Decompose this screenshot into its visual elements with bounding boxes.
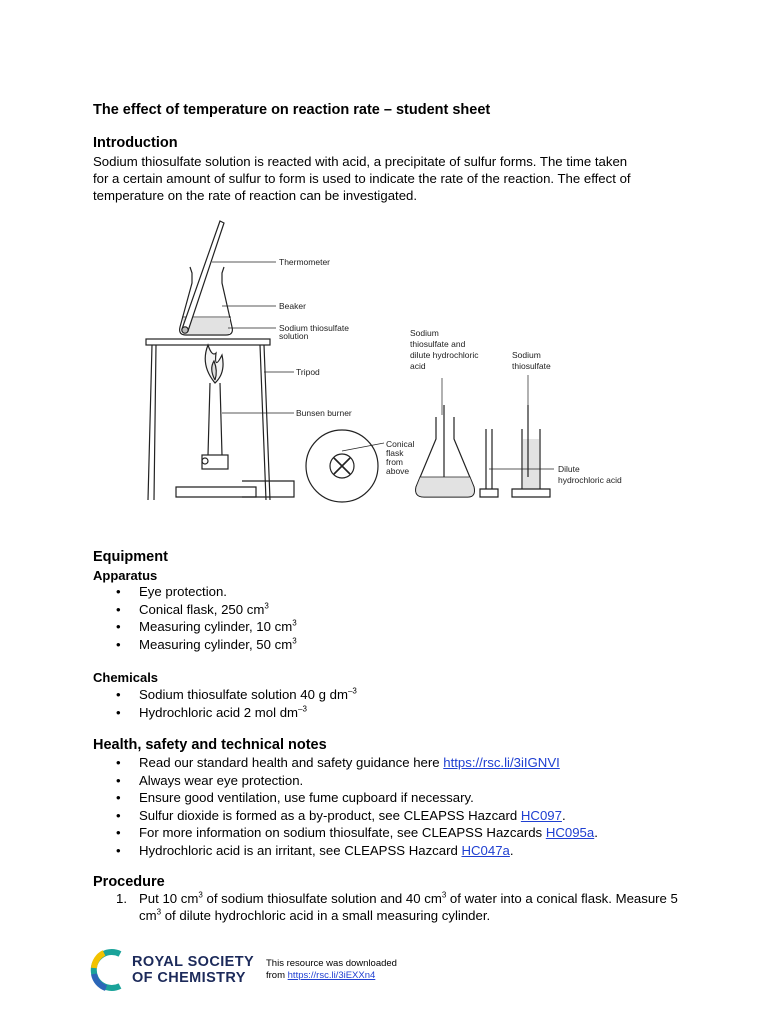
introduction-line: for a certain amount of sulfur to form is used to indicate the rate of the reaction. The effect of bbox=[93, 171, 631, 186]
label-solution-line1: Sodium thiosulfate bbox=[279, 323, 349, 333]
label-beaker: Beaker bbox=[279, 301, 306, 311]
list-item: • Read our standard health and safety guidance here https://rsc.li/3iIGNVI bbox=[116, 755, 560, 770]
label-thiosulfate-line1: Sodium bbox=[512, 350, 541, 360]
apparatus-heading: Apparatus bbox=[93, 568, 158, 583]
chemicals-heading: Chemicals bbox=[93, 670, 159, 685]
apparatus-diagram bbox=[130, 215, 630, 507]
hazcard-hc047a-link[interactable]: HC047a bbox=[461, 842, 510, 858]
list-item: • Measuring cylinder, 50 $cm^3$ bbox=[116, 636, 297, 652]
label-conical-line4: above bbox=[386, 466, 410, 476]
introduction-heading: Introduction bbox=[93, 135, 178, 151]
list-item: • Sodium thiosulfate solution 40 g $dm^{-3}$ bbox=[116, 686, 357, 702]
burner-base bbox=[176, 487, 256, 497]
thermometer-bulb bbox=[182, 327, 188, 333]
list-item: • Sulfur dioxide is formed as a by-product, see CLEAPSS Hazcard HC097. bbox=[116, 807, 566, 823]
health-safety-list bbox=[93, 754, 598, 859]
download-note: This resource was downloaded from https://rsc.li/3iEXXn4 bbox=[266, 958, 397, 981]
hazcard-hc095a-link[interactable]: HC095a bbox=[545, 825, 595, 840]
list-item: • Conical flask, 250 $cm^3$ bbox=[116, 601, 269, 617]
label-bunsen-burner: Bunsen burner bbox=[296, 408, 352, 418]
org-name-line1: ROYAL SOCIETY bbox=[132, 954, 255, 970]
list-item: • Ensure good ventilation, use fume cupboard if necessary. bbox=[116, 790, 474, 805]
label-conical-line3: from bbox=[386, 457, 403, 467]
health-safety-heading: Health, safety and technical notes bbox=[93, 737, 327, 753]
label-mixture-line4: acid bbox=[410, 361, 426, 371]
label-dilute-line2: hydrochloric acid bbox=[558, 475, 622, 485]
label-conical-line1: Conical bbox=[386, 439, 415, 449]
label-solution-line2: solution bbox=[279, 331, 309, 341]
chemicals-list bbox=[93, 686, 357, 721]
label-tripod: Tripod bbox=[296, 367, 320, 377]
list-item: • Hydrochloric acid 2 mol $dm^{-3}$ bbox=[116, 704, 307, 720]
label-mixture-line2: thiosulfate and bbox=[410, 339, 466, 349]
hazcard-hc097-link[interactable]: HC097 bbox=[520, 807, 562, 823]
burner-tube bbox=[208, 383, 222, 455]
list-item: • Always wear eye protection. bbox=[116, 772, 304, 788]
page-title: The effect of temperature on reaction rate – student sheet bbox=[93, 102, 491, 118]
label-dilute-line1: Dilute bbox=[558, 464, 580, 474]
equipment-heading: Equipment bbox=[93, 549, 168, 565]
list-item: • Hydrochloric acid is an irritant, see CLEAPSS Hazcard HC047a. bbox=[116, 842, 514, 858]
list-item: • For more information on sodium thiosulfate, see CLEAPSS Hazcards HC095a. bbox=[116, 825, 598, 840]
small-cylinder bbox=[486, 429, 492, 489]
download-link[interactable]: https://rsc.li/3iEXXn4 bbox=[287, 970, 376, 981]
list-item: • Measuring cylinder, 10 $cm^3$ bbox=[116, 618, 297, 634]
label-conical-line2: flask bbox=[386, 448, 404, 458]
label-thermometer: Thermometer bbox=[279, 257, 331, 267]
introduction-line: Sodium thiosulfate solution is reacted with acid, a precipitate of sulfur forms. The time taken bbox=[93, 154, 628, 169]
introduction-paragraph bbox=[93, 153, 693, 204]
list-item: • Eye protection. bbox=[116, 584, 227, 599]
thermometer bbox=[182, 221, 224, 331]
guidance-link[interactable]: https://rsc.li/3iIGNVI bbox=[443, 755, 560, 770]
tripod-leg-left bbox=[148, 345, 156, 500]
tripod-leg-right bbox=[260, 345, 270, 500]
procedure-heading: Procedure bbox=[93, 874, 165, 890]
procedure-list bbox=[93, 890, 699, 924]
introduction-line: temperature on the rate of reaction can be investigated. bbox=[93, 188, 418, 203]
rsc-logo-icon bbox=[90, 948, 130, 992]
org-name-line2: OF CHEMISTRY bbox=[132, 970, 246, 986]
apparatus-list bbox=[93, 583, 297, 653]
label-mixture-line1: Sodium bbox=[410, 328, 439, 338]
label-thiosulfate-line2: thiosulfate bbox=[512, 361, 551, 371]
label-mixture-line3: dilute hydrochloric bbox=[410, 350, 479, 360]
procedure-step: 1. Put 10 $cm^3$ of sodium thiosulfate solution and 40 $cm^3$ of water into a conical flask. Measure 5 $cm^3$ of dilute hydrochloric acid in a small measuring cylinder. bbox=[116, 890, 678, 923]
